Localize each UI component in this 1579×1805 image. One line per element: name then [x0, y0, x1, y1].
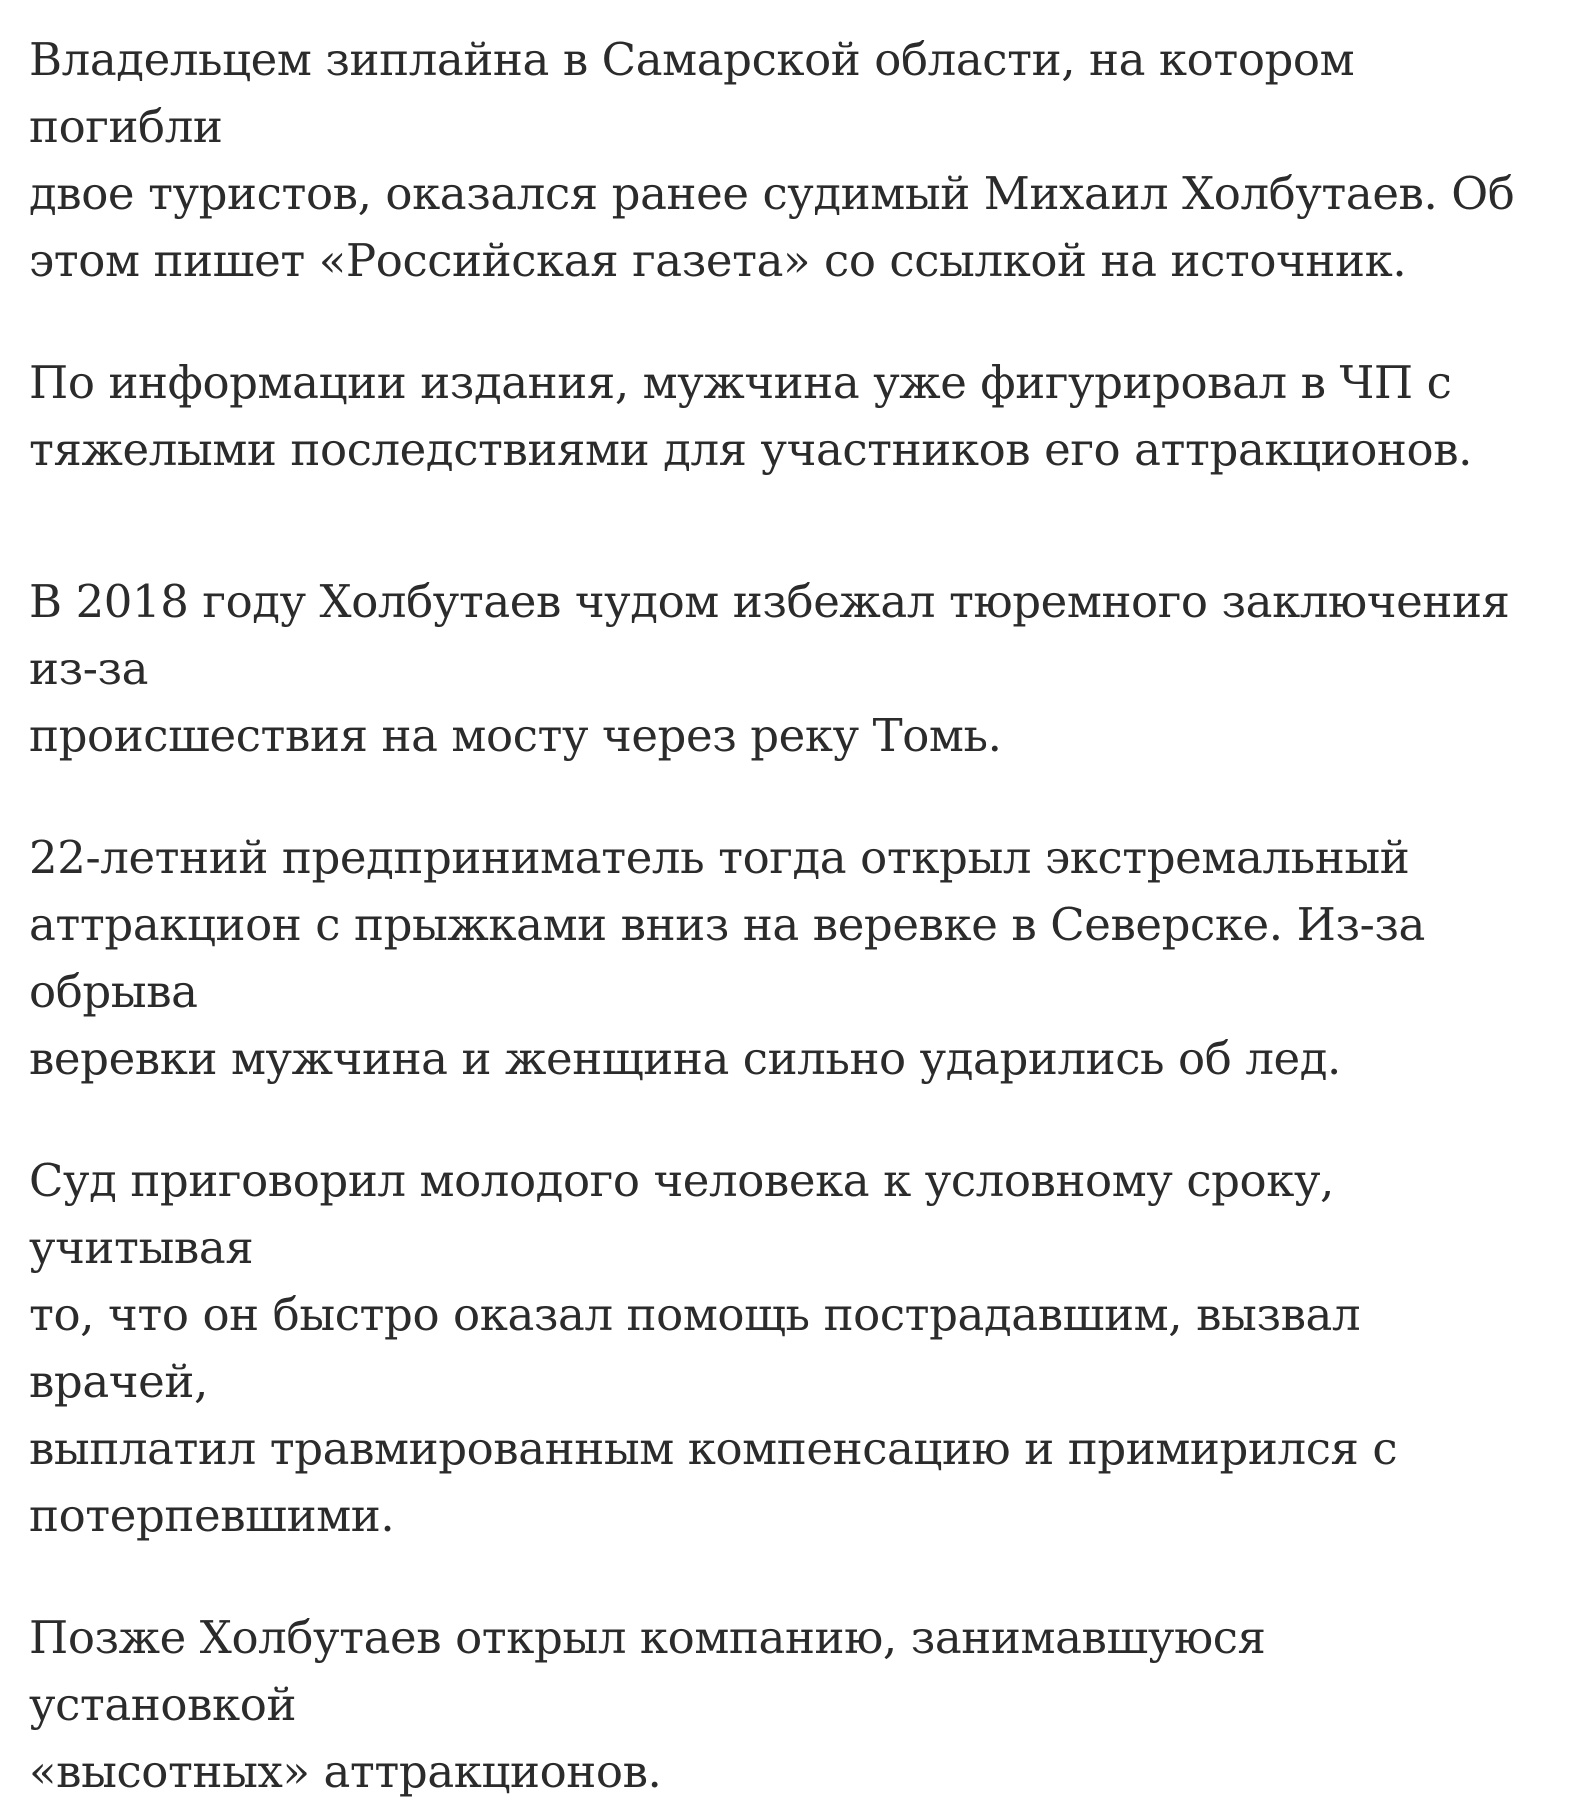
article-paragraph-1: Владельцем зиплайна в Самарской области, на котором погибли двое туристов, оказался ранее судимый Михаил Холбутаев. Об этом пишет «Российская газета» со ссылкой на источник. — [29, 33, 1515, 287]
article-paragraph-4: 22-летний предприниматель тогда открыл экстремальный аттракцион с прыжками вниз на веревке в Северске. Из-за обрыва веревки мужчина и женщина сильно ударились об лед. — [29, 831, 1425, 1085]
article-paragraph-2: По информации издания, мужчина уже фигурировал в ЧП с тяжелыми последствиями для участников его аттракционов. — [29, 356, 1473, 476]
article-paragraph-5: Суд приговорил молодого человека к условному сроку, учитывая то, что он быстро оказал помощь пострадавшим, вызвал врачей, выплатил травмированным компенсацию и примирился с потерпевшими. — [29, 1154, 1398, 1542]
article-paragraph-6: Позже Холбутаев открыл компанию, занимавшуюся установкой «высотных» аттракционов. — [29, 1611, 1266, 1798]
article-paragraph-3: В 2018 году Холбутаев чудом избежал тюремного заключения из-за происшествия на мосту через реку Томь. — [29, 575, 1510, 762]
